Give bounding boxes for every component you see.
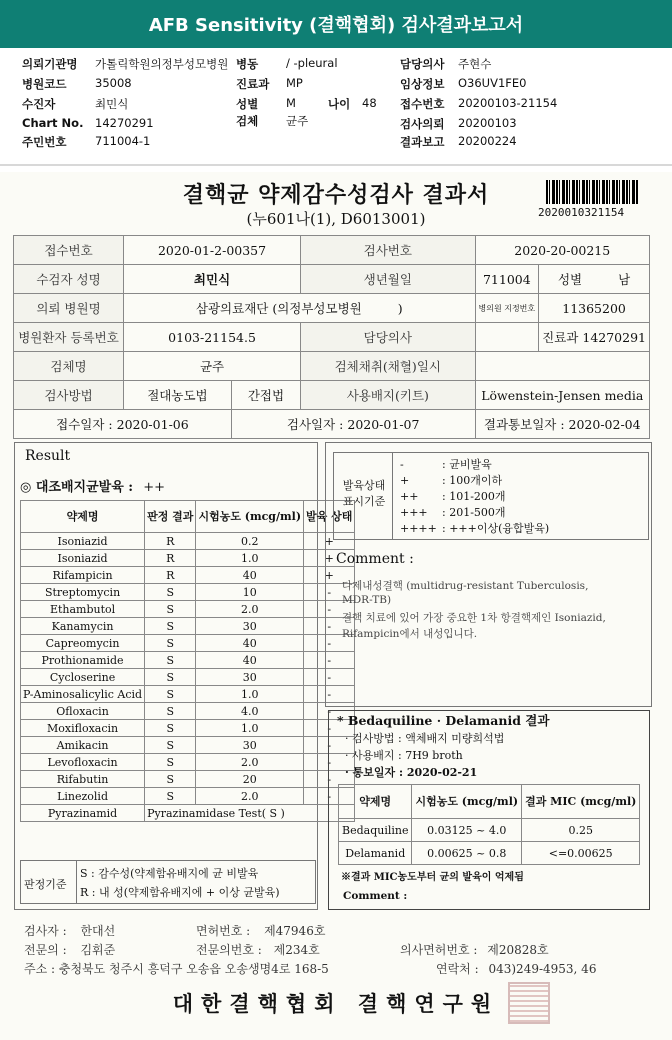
sex-label: 성별 (236, 97, 259, 111)
cell-label: 생년월일 (301, 265, 475, 294)
sex-value: M (286, 96, 296, 110)
legend-item (400, 504, 506, 520)
legend-desc: : 101-200개 (442, 490, 506, 503)
col-header: 약제명 (339, 785, 412, 819)
clinical-label: 임상정보 (400, 77, 445, 91)
drug-name: Linezolid (21, 788, 145, 805)
cell-value: 2020-20-00215 (475, 236, 650, 265)
col-header: 약제명 (21, 501, 145, 533)
judge-result: S (145, 720, 196, 737)
beda-method: · 검사방법 : 액체배지 미량희석법 (345, 732, 505, 745)
doctor-label: 담당의사 (400, 57, 445, 71)
test-concentration: 30 (196, 737, 304, 754)
cell-value (231, 410, 475, 439)
judge-result: S (145, 601, 196, 618)
growth-status: - (304, 737, 355, 754)
growth-status: - (304, 788, 355, 805)
drug-name: Cycloserine (21, 669, 145, 686)
dept-label: 진료과 (542, 330, 579, 345)
legend-desc: : 100개이하 (442, 474, 503, 487)
judge-result: S (145, 703, 196, 720)
chart-label: Chart No. (22, 116, 84, 130)
test-concentration: 40 (196, 567, 304, 584)
test-date-label: 검사일자 : (286, 417, 344, 432)
test-concentration: 40 (196, 635, 304, 652)
patient-info-table (13, 235, 650, 439)
legend-item (400, 520, 549, 536)
legend-symbol: - (400, 458, 404, 471)
table-row (21, 618, 355, 635)
judge-result: S (145, 754, 196, 771)
report-date-label: 결과보고 (400, 135, 445, 149)
legend-label: 발육상태 표시기준 (342, 479, 386, 508)
control-value: ++ (143, 480, 166, 495)
legend-item (400, 488, 506, 504)
spec-no-label: 전문의번호 : (196, 943, 262, 957)
cell-label: 검사방법 (14, 381, 124, 410)
contact (436, 960, 596, 977)
judgement-label: 판정기준 (24, 878, 67, 891)
cell-label: 검체채취(채혈)일시 (301, 352, 475, 381)
cell-value: 절대농도법 (124, 381, 232, 410)
cell-value: 최민식 (124, 265, 301, 294)
cell-value (475, 410, 650, 439)
req-hosp-value: 가톨릭학원의정부성모병원 (95, 57, 229, 71)
pza-result: Pyrazinamidase Test( S ) (145, 805, 355, 822)
table-row (339, 842, 640, 865)
recv-date: 2020-01-06 (116, 417, 189, 432)
judge-result: S (145, 788, 196, 805)
table-row (21, 686, 355, 703)
spec-no: 제234호 (273, 943, 320, 957)
growth-status: - (304, 601, 355, 618)
receipt-value: 20200103-21154 (458, 96, 558, 110)
table-row (21, 703, 355, 720)
tester-name: 한대선 (80, 924, 116, 938)
test-concentration: 30 (196, 669, 304, 686)
address: 주소 : 충청북도 청주시 흥덕구 오송읍 오송생명4로 168-5 (24, 962, 329, 976)
test-concentration: 1.0 (196, 686, 304, 703)
dept-value: 14270291 (582, 330, 646, 345)
legend-symbol: + (400, 474, 410, 487)
cell-label: 검사번호 (301, 236, 475, 265)
cell-value (475, 352, 650, 381)
mic-drug: Delamanid (339, 842, 412, 865)
cell-value: 간접법 (231, 381, 300, 410)
report-code: (누601나(1), D6013001) (246, 210, 426, 228)
divider (76, 860, 77, 904)
table-row (21, 601, 355, 618)
beda-title: * Bedaquiline · Delamanid 결과 (337, 713, 550, 728)
table-row (21, 567, 355, 584)
cell-label: 병원환자 등록번호 (14, 323, 124, 352)
test-req-label: 검사의뢰 (400, 117, 445, 131)
col-header: 시험농도 (mcg/ml) (196, 501, 304, 533)
cell-value: 11365200 (539, 294, 650, 323)
organization-name: 대한결핵협회 결핵연구원 (172, 991, 500, 1016)
specialist (24, 941, 115, 958)
ward-value: / -pleural (286, 56, 338, 70)
table-row (21, 788, 355, 805)
tester (24, 922, 115, 939)
specimen-value: 균주 (286, 114, 309, 128)
contact-label: 연락처 : (436, 962, 479, 976)
drug-name: Streptomycin (21, 584, 145, 601)
specialist-no (196, 941, 320, 958)
receipt-label: 접수번호 (400, 97, 445, 111)
dept-value: MP (286, 76, 303, 90)
drug-name: Ofloxacin (21, 703, 145, 720)
test-concentration: 20 (196, 771, 304, 788)
patient-label: 수진자 (22, 97, 56, 111)
mic-note: ※결과 MIC농도부터 균의 발육이 억제됨 (341, 872, 524, 883)
page-title: AFB Sensitivity (결핵협회) 검사결과보고서 (148, 15, 524, 36)
drug-name: Capreomycin (21, 635, 145, 652)
table-row (21, 720, 355, 737)
hosp-code-label: 병원코드 (22, 77, 67, 91)
test-concentration: 0.2 (196, 533, 304, 550)
growth-status: - (304, 584, 355, 601)
judge-result: S (145, 652, 196, 669)
drug-name: Ethambutol (21, 601, 145, 618)
license-no: 제47946호 (264, 924, 326, 938)
rrn-label: 주민번호 (22, 135, 67, 149)
growth-status: - (304, 618, 355, 635)
growth-status: - (304, 703, 355, 720)
drug-name: Rifampicin (21, 567, 145, 584)
license-label: 면허번호 : (196, 924, 251, 938)
cell-label: 담당의사 (301, 323, 475, 352)
doc-license-label: 의사면허번호 : (400, 943, 478, 957)
beda-notify: · 통보일자 : 2020-02-21 (345, 766, 478, 779)
chart-value: 14270291 (95, 116, 154, 130)
growth-status: - (304, 686, 355, 703)
beda-comment: Comment : (343, 890, 408, 902)
cell-label: 사용배지(키트) (301, 381, 475, 410)
table-row (21, 550, 355, 567)
col-header: 발육 상태 (304, 501, 355, 533)
table-row (21, 771, 355, 788)
table-row (21, 737, 355, 754)
report-title: 결핵균 약제감수성검사 결과서 (182, 182, 490, 208)
cell-value (539, 323, 650, 352)
hosp-code-value: 35008 (95, 76, 132, 90)
judge-result: R (145, 550, 196, 567)
legend-symbol: ++++ (400, 522, 437, 535)
control-label: ◎ 대조배지균발육 : (20, 480, 134, 495)
growth-status: - (304, 771, 355, 788)
test-date: 2020-01-07 (347, 417, 420, 432)
table-row (339, 819, 640, 842)
cell-value: 711004 (475, 265, 539, 294)
test-req-value: 20200103 (458, 116, 517, 130)
hosp-close: ) (397, 301, 403, 316)
cell-value (475, 323, 539, 352)
judge-result: S (145, 686, 196, 703)
result-title: Result (25, 448, 71, 464)
table-row (21, 669, 355, 686)
beda-medium: · 사용배지 : 7H9 broth (345, 749, 463, 762)
req-hosp-label: 의뢰기관명 (22, 57, 78, 71)
growth-status: - (304, 635, 355, 652)
judgement-r: R : 내 성(약제함유배지에 + 이상 균발육) (80, 886, 280, 899)
notify-date: 2020-02-04 (568, 417, 641, 432)
judge-result: S (145, 618, 196, 635)
judge-result: R (145, 567, 196, 584)
cell-label: 의뢰 병원명 (14, 294, 124, 323)
legend-item (400, 456, 492, 472)
drug-name: Kanamycin (21, 618, 145, 635)
cell-value: Löwenstein-Jensen media (475, 381, 650, 410)
mic-value: <=0.00625 (522, 842, 640, 865)
doctor-license (400, 941, 549, 958)
patient-value: 최민식 (95, 97, 129, 111)
ward-label: 병동 (236, 57, 259, 71)
drug-name: Moxifloxacin (21, 720, 145, 737)
growth-status: - (304, 720, 355, 737)
sex-value: 남 (618, 272, 631, 287)
cell-value (539, 265, 650, 294)
sex-label: 성별 (557, 272, 583, 287)
test-concentration: 1.0 (196, 720, 304, 737)
cell-label: 접수번호 (14, 236, 124, 265)
table-row (21, 584, 355, 601)
comment-line: 다제내성결핵 (multidrug-resistant Tuberculosis, (342, 580, 589, 592)
cell-label: 병의원 지정번호 (475, 294, 539, 323)
table-row (21, 754, 355, 771)
mic-table (338, 784, 640, 865)
drug-name: Isoniazid (21, 533, 145, 550)
comment-title: Comment : (336, 551, 414, 567)
report-header (0, 0, 672, 48)
judge-result: S (145, 584, 196, 601)
test-concentration: 10 (196, 584, 304, 601)
recv-date-label: 접수일자 : (56, 417, 113, 432)
cell-value: 균주 (124, 352, 301, 381)
legend-item (400, 472, 502, 488)
dept-label: 진료과 (236, 77, 270, 91)
test-concentration: 2.0 (196, 788, 304, 805)
test-concentration: 2.0 (196, 601, 304, 618)
legend-symbol: +++ (400, 506, 428, 519)
divider (392, 452, 393, 540)
legend-desc: : +++이상(융합발육) (442, 522, 550, 535)
doc-license-no: 제20828호 (487, 943, 549, 957)
judge-result: S (145, 737, 196, 754)
table-row (21, 652, 355, 669)
growth-status: - (304, 754, 355, 771)
legend-desc: : 균비발육 (442, 458, 492, 471)
pza-drug: Pyrazinamid (21, 805, 145, 822)
clinical-value: O36UV1FE0 (458, 76, 527, 90)
control-growth (20, 476, 165, 495)
barcode (546, 180, 638, 204)
drug-name: Levofloxacin (21, 754, 145, 771)
comment-line: Rifampicin에서 내성입니다. (342, 628, 478, 640)
comment-line: 결핵 치료에 있어 가장 중요한 1차 항결핵제인 Isoniazid, (342, 612, 606, 624)
barcode-number: 2020010321154 (538, 206, 625, 219)
rrn-value: 711004-1 (95, 134, 151, 148)
drug-name: Rifabutin (21, 771, 145, 788)
official-seal (508, 982, 550, 1024)
mic-value: 0.25 (522, 819, 640, 842)
cell-value: 0103-21154.5 (124, 323, 301, 352)
mic-drug: Bedaquiline (339, 819, 412, 842)
col-header: 판정 결과 (145, 501, 196, 533)
cell-label: 검체명 (14, 352, 124, 381)
specialist-name: 김휘준 (80, 943, 116, 957)
judgement-s: S : 감수성(약제함유배지에 균 비발육 (80, 867, 259, 880)
growth-status: - (304, 652, 355, 669)
notify-date-label: 결과통보일자 : (483, 417, 565, 432)
growth-status: - (304, 669, 355, 686)
drug-name: Amikacin (21, 737, 145, 754)
age-label: 나이 (328, 97, 351, 111)
report-date-value: 20200224 (458, 134, 517, 148)
specialist-label: 전문의 : (24, 943, 67, 957)
hosp-name: 삼광의료재단 (의정부성모병원 (195, 301, 362, 316)
table-row (21, 533, 355, 550)
growth-status: + (304, 567, 355, 584)
judge-result: S (145, 771, 196, 788)
license (196, 922, 325, 939)
growth-status: + (304, 533, 355, 550)
age-value: 48 (362, 96, 377, 110)
test-concentration: 4.0 (196, 703, 304, 720)
tester-label: 검사자 : (24, 924, 67, 938)
cell-value: 2020-01-2-00357 (124, 236, 301, 265)
col-header: 결과 MIC (mcg/ml) (522, 785, 640, 819)
comment-line: MDR-TB) (342, 594, 392, 606)
judge-result: S (145, 635, 196, 652)
judge-result: R (145, 533, 196, 550)
judge-result: S (145, 669, 196, 686)
doctor-value: 주현수 (458, 57, 492, 71)
legend-desc: : 201-500개 (442, 506, 506, 519)
drug-result-table (20, 500, 355, 822)
specimen-label: 검체 (236, 114, 259, 128)
test-concentration: 1.0 (196, 550, 304, 567)
table-row (21, 635, 355, 652)
mic-conc: 0.03125 ~ 4.0 (412, 819, 522, 842)
contact-value: 043)249-4953, 46 (488, 962, 597, 976)
cell-value (124, 294, 476, 323)
drug-name: Isoniazid (21, 550, 145, 567)
drug-name: P-Aminosalicylic Acid (21, 686, 145, 703)
test-concentration: 30 (196, 618, 304, 635)
test-concentration: 40 (196, 652, 304, 669)
cell-label: 수검자 성명 (14, 265, 124, 294)
divider (0, 164, 672, 166)
col-header: 시험농도 (mcg/ml) (412, 785, 522, 819)
legend-symbol: ++ (400, 490, 419, 503)
test-concentration: 2.0 (196, 754, 304, 771)
summary-panel (0, 48, 672, 166)
drug-name: Prothionamide (21, 652, 145, 669)
growth-status: + (304, 550, 355, 567)
cell-value (14, 410, 232, 439)
mic-conc: 0.00625 ~ 0.8 (412, 842, 522, 865)
